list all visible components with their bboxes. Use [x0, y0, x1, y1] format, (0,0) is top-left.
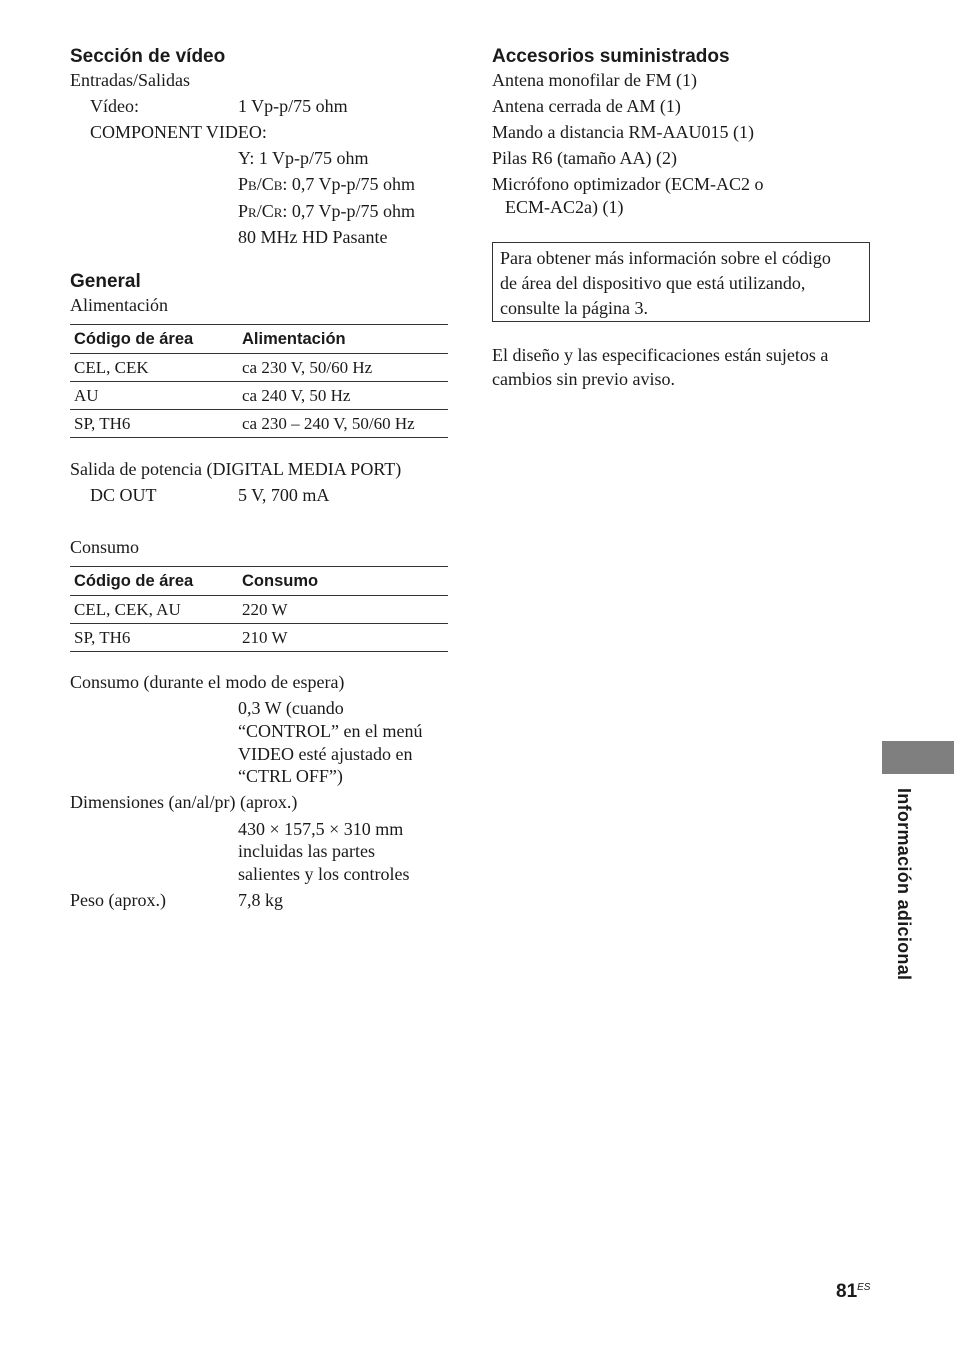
consumption-label: Consumo [70, 537, 140, 557]
table-cell: SP, TH6 [70, 410, 238, 438]
table-cell: 220 W [238, 596, 448, 624]
pr-value: PR/CR: 0,7 Vp-p/75 ohm [238, 201, 416, 221]
consumption-table [70, 566, 448, 652]
section-tab-marker [882, 741, 954, 774]
table-header-row [70, 567, 448, 596]
table-header: Código de área [70, 325, 238, 354]
table-cell: ca 230 V, 50/60 Hz [238, 354, 448, 382]
accessory-item: Mando a distancia RM-AAU015 (1) [492, 122, 754, 142]
table-row [70, 410, 448, 438]
video-label: Vídeo: [90, 96, 139, 116]
power-label: Alimentación [70, 295, 168, 315]
disclaimer-line: cambios sin previo aviso. [492, 369, 675, 389]
table-row [70, 354, 448, 382]
note-line: de área del dispositivo que está utilizando, [500, 273, 806, 293]
accessory-item: Pilas R6 (tamaño AA) (2) [492, 148, 677, 168]
table-header: Consumo [238, 567, 448, 596]
table-cell: ca 230 – 240 V, 50/60 Hz [238, 410, 448, 438]
accessory-item: Micrófono optimizador (ECM-AC2 o [492, 174, 764, 194]
y-value: Y: 1 Vp-p/75 ohm [238, 148, 369, 168]
table-cell: AU [70, 382, 238, 410]
standby-line: 0,3 W (cuando [238, 698, 344, 718]
table-cell: CEL, CEK [70, 354, 238, 382]
power-table [70, 324, 448, 438]
output-label: Salida de potencia (DIGITAL MEDIA PORT) [70, 459, 402, 479]
disclaimer-line: El diseño y las especificaciones están sujetos a [492, 345, 829, 365]
page-lang: ES [857, 1282, 871, 1293]
table-cell: CEL, CEK, AU [70, 596, 238, 624]
video-value: 1 Vp-p/75 ohm [238, 96, 348, 116]
table-header: Código de área [70, 567, 238, 596]
table-header: Alimentación [238, 325, 448, 354]
area-code-note [492, 242, 870, 322]
hd-value: 80 MHz HD Pasante [238, 227, 388, 247]
accessories-title: Accesorios suministrados [492, 46, 730, 67]
table-header-row [70, 325, 448, 354]
weight-label: Peso (aprox.) [70, 890, 166, 910]
standby-label: Consumo (durante el modo de espera) [70, 672, 345, 692]
note-line: consulte la página 3. [500, 298, 648, 318]
weight-value: 7,8 kg [238, 890, 283, 910]
table-cell: SP, TH6 [70, 624, 238, 652]
standby-line: “CONTROL” en el menú [238, 721, 423, 741]
standby-line: “CTRL OFF”) [238, 766, 343, 786]
dcout-label: DC OUT [90, 485, 157, 505]
video-section-title: Sección de vídeo [70, 46, 226, 67]
table-row [70, 624, 448, 652]
accessory-item: Antena monofilar de FM (1) [492, 70, 697, 90]
component-label: COMPONENT VIDEO: [90, 122, 267, 142]
table-cell: 210 W [238, 624, 448, 652]
table-row [70, 382, 448, 410]
dcout-value: 5 V, 700 mA [238, 485, 330, 505]
dimensions-line: 430 × 157,5 × 310 mm [238, 819, 404, 839]
pb-value: PB/CB: 0,7 Vp-p/75 ohm [238, 174, 416, 194]
dimensions-label: Dimensiones (an/al/pr) (aprox.) [70, 792, 298, 812]
standby-line: VIDEO esté ajustado en [238, 744, 413, 764]
io-label: Entradas/Salidas [70, 70, 190, 90]
side-section-label: Información adicional [894, 788, 914, 981]
page-number: $81^{ES}$ [836, 1281, 871, 1302]
general-title: General [70, 271, 141, 292]
table-cell: ca 240 V, 50 Hz [238, 382, 448, 410]
table-row [70, 596, 448, 624]
accessory-item: ECM-AC2a) (1) [505, 197, 624, 217]
accessory-item: Antena cerrada de AM (1) [492, 96, 681, 116]
dimensions-line: incluidas las partes [238, 841, 375, 861]
dimensions-line: salientes y los controles [238, 864, 410, 884]
note-line: Para obtener más información sobre el código [500, 248, 831, 268]
